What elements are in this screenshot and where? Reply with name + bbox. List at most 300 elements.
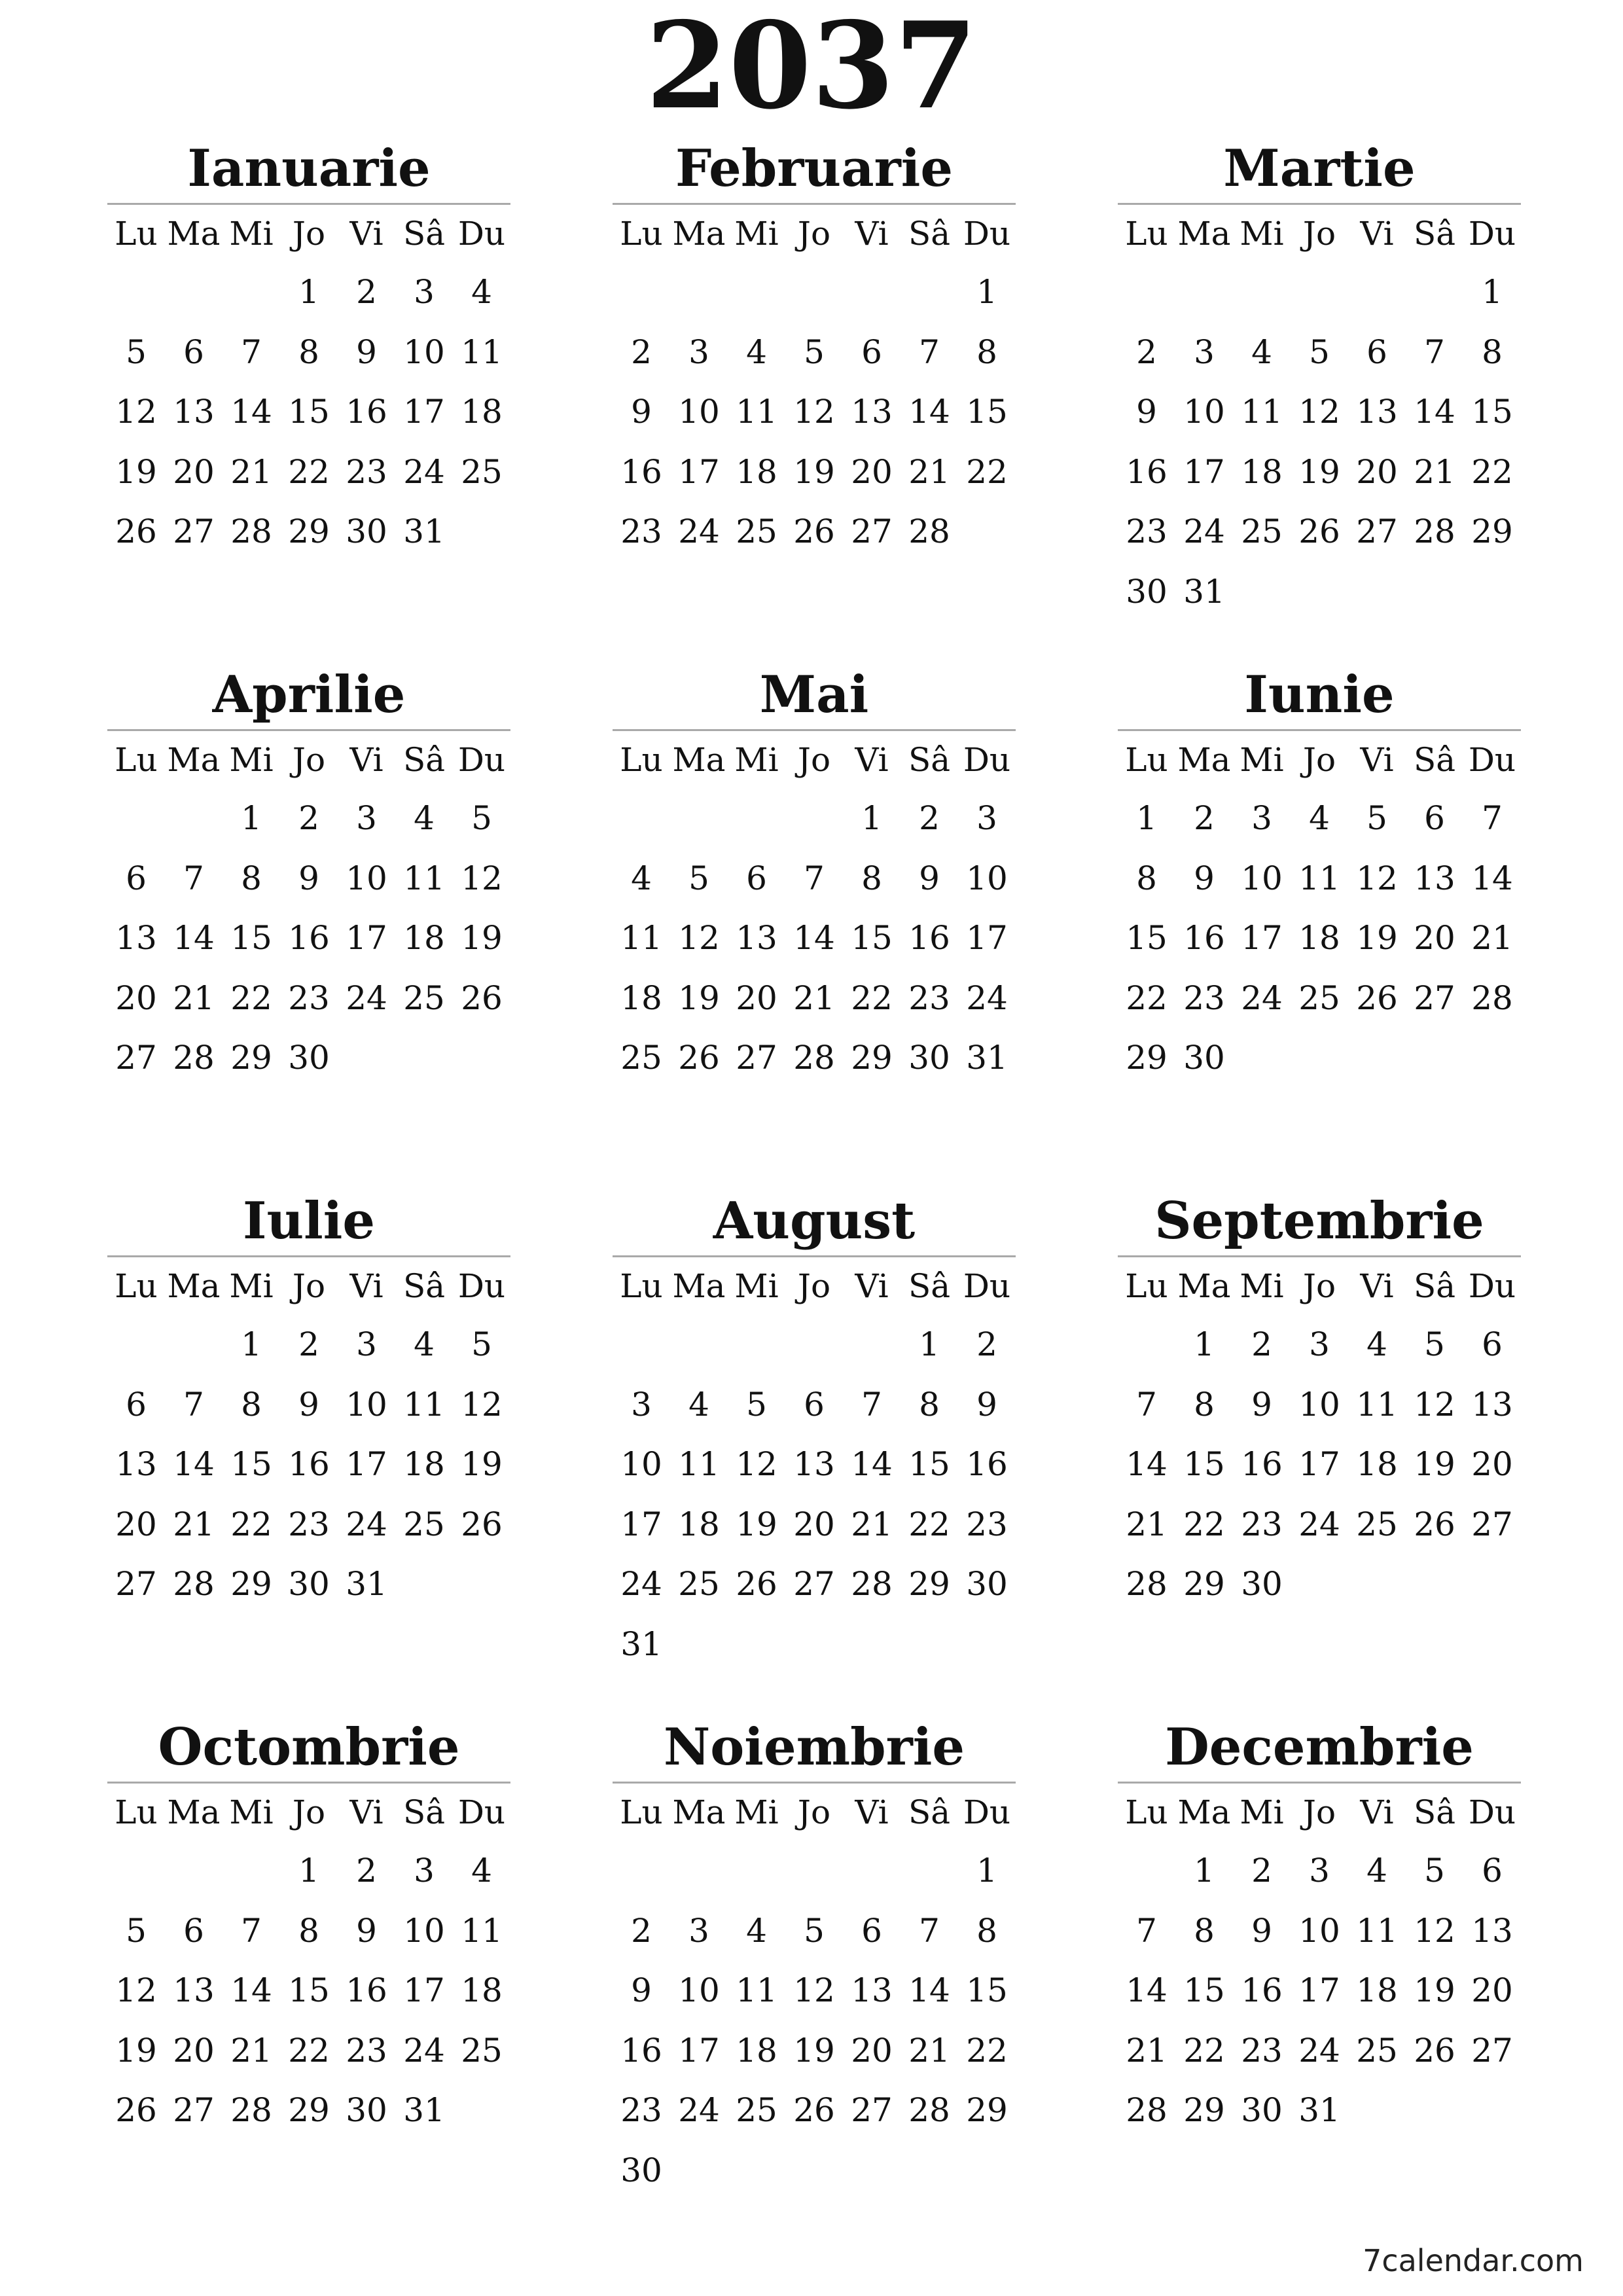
day-cell: 30: [1126, 572, 1168, 611]
day-cell: 31: [1183, 572, 1225, 611]
day-cell: 8: [1194, 1911, 1215, 1950]
day-cell: 28: [173, 1039, 215, 1077]
weekday-header: Vi: [855, 1267, 889, 1305]
day-cell: 17: [1241, 919, 1283, 957]
day-cell: 11: [1298, 859, 1340, 897]
weekday-header: Vi: [855, 741, 889, 779]
day-cell: 25: [403, 978, 445, 1017]
day-cell: 21: [230, 2031, 272, 2070]
day-cell: 31: [620, 1624, 662, 1663]
day-cell: 27: [115, 1565, 157, 1603]
day-cell: 21: [793, 978, 835, 1017]
day-cell: 16: [1183, 919, 1225, 957]
month-name: Decembrie: [1165, 1717, 1474, 1777]
day-cell: 20: [115, 1505, 157, 1543]
day-cell: 26: [115, 2091, 157, 2129]
day-cell: 25: [461, 2031, 503, 2070]
weekday-header: Lu: [115, 741, 158, 779]
day-cell: 9: [976, 1385, 997, 1424]
day-cell: 21: [173, 978, 215, 1017]
day-cell: 5: [688, 859, 709, 897]
day-cell: 22: [966, 452, 1008, 491]
day-cell: 15: [1126, 919, 1168, 957]
day-cell: 20: [851, 452, 893, 491]
day-cell: 22: [230, 978, 272, 1017]
day-cell: 22: [230, 1505, 272, 1543]
day-cell: 22: [288, 452, 330, 491]
weekday-header: Lu: [1125, 741, 1168, 779]
day-cell: 25: [1298, 978, 1340, 1017]
weekday-header: Sâ: [908, 1267, 951, 1305]
month-block: [107, 664, 510, 1088]
day-cell: 19: [115, 2031, 157, 2070]
weekday-header: Lu: [620, 1267, 663, 1305]
weekday-header: Jo: [1302, 741, 1336, 779]
weekday-header: Jo: [797, 215, 831, 253]
day-cell: 27: [851, 512, 893, 550]
day-cell: 22: [1471, 452, 1513, 491]
month-name: Septembrie: [1154, 1191, 1484, 1251]
day-cell: 13: [1356, 393, 1398, 431]
month-block: [1118, 137, 1521, 622]
day-cell: 8: [976, 1911, 997, 1950]
weekday-header: Sâ: [1413, 1267, 1456, 1305]
day-cell: 9: [298, 1385, 319, 1424]
weekday-header: Lu: [115, 1793, 158, 1831]
day-cell: 17: [966, 919, 1008, 957]
day-cell: 12: [1414, 1911, 1455, 1950]
day-cell: 2: [298, 1325, 319, 1363]
day-cell: 21: [230, 452, 272, 491]
weekday-header: Mi: [229, 1793, 274, 1831]
day-cell: 7: [241, 332, 262, 371]
weekday-header: Ma: [672, 741, 726, 779]
month-block: [1118, 664, 1521, 1088]
day-cell: 6: [861, 332, 882, 371]
day-cell: 30: [1241, 2091, 1283, 2129]
day-cell: 2: [1136, 332, 1157, 371]
day-cell: 1: [298, 1852, 319, 1890]
day-cell: 10: [678, 393, 720, 431]
day-cell: 15: [1471, 393, 1513, 431]
weekday-header: Sâ: [402, 215, 446, 253]
weekday-header: Du: [1468, 1793, 1516, 1831]
day-cell: 7: [919, 332, 940, 371]
day-cell: 9: [1251, 1385, 1272, 1424]
day-cell: 26: [793, 2091, 835, 2129]
weekday-header: Du: [963, 741, 1011, 779]
day-cell: 4: [746, 1911, 767, 1950]
day-cell: 13: [115, 919, 157, 957]
day-cell: 10: [620, 1445, 662, 1483]
day-cell: 17: [403, 1971, 445, 2009]
empty-cell: [728, 262, 785, 323]
empty-cell: [785, 262, 843, 323]
day-cell: 25: [1241, 512, 1283, 550]
year-title: 2037: [645, 0, 978, 135]
day-cell: 1: [976, 273, 997, 311]
empty-cell: [785, 1841, 843, 1901]
month-block: [107, 137, 510, 562]
day-cell: 31: [403, 512, 445, 550]
day-cell: 17: [346, 1445, 387, 1483]
day-cell: 29: [288, 512, 330, 550]
day-cell: 20: [851, 2031, 893, 2070]
day-cell: 24: [1298, 2031, 1340, 2070]
day-cell: 9: [1136, 393, 1157, 431]
day-cell: 5: [471, 1325, 492, 1363]
day-cell: 25: [678, 1565, 720, 1603]
day-cell: 29: [288, 2091, 330, 2129]
day-cell: 12: [115, 1971, 157, 2009]
day-cell: 31: [346, 1565, 387, 1603]
day-cell: 27: [173, 512, 215, 550]
day-cell: 19: [678, 978, 720, 1017]
day-cell: 9: [631, 1971, 652, 2009]
day-cell: 17: [1298, 1971, 1340, 2009]
weekday-header: Ma: [167, 1267, 221, 1305]
day-cell: 29: [851, 1039, 893, 1077]
day-cell: 22: [288, 2031, 330, 2070]
day-cell: 3: [1194, 332, 1215, 371]
day-cell: 19: [115, 452, 157, 491]
day-cell: 3: [688, 332, 709, 371]
day-grid: [613, 731, 1016, 1088]
day-cell: 25: [461, 452, 503, 491]
day-cell: 23: [288, 1505, 330, 1543]
day-cell: 6: [1366, 332, 1387, 371]
day-cell: 22: [966, 2031, 1008, 2070]
day-cell: 4: [1251, 332, 1272, 371]
day-cell: 1: [1136, 799, 1157, 837]
weekday-header: Sâ: [1413, 1793, 1456, 1831]
day-cell: 20: [173, 452, 215, 491]
empty-cell: [785, 789, 843, 849]
day-cell: 10: [678, 1971, 720, 2009]
month-name: Iunie: [1244, 665, 1395, 725]
day-cell: 28: [1471, 978, 1513, 1017]
empty-cell: [165, 262, 223, 323]
day-cell: 9: [1194, 859, 1215, 897]
day-cell: 11: [736, 1971, 777, 2009]
day-cell: 21: [1414, 452, 1455, 491]
day-cell: 5: [126, 1911, 147, 1950]
day-cell: 26: [736, 1565, 777, 1603]
day-cell: 6: [183, 1911, 204, 1950]
day-cell: 23: [1126, 512, 1168, 550]
day-cell: 21: [908, 2031, 950, 2070]
day-cell: 13: [851, 393, 893, 431]
day-cell: 11: [1241, 393, 1283, 431]
day-cell: 20: [1356, 452, 1398, 491]
day-cell: 24: [403, 2031, 445, 2070]
day-cell: 2: [298, 799, 319, 837]
day-cell: 3: [1309, 1325, 1330, 1363]
day-cell: 16: [908, 919, 950, 957]
day-cell: 8: [919, 1385, 940, 1424]
day-cell: 19: [1414, 1445, 1455, 1483]
day-cell: 14: [1126, 1971, 1168, 2009]
day-cell: 3: [976, 799, 997, 837]
day-cell: 20: [1471, 1971, 1513, 2009]
empty-cell: [613, 789, 670, 849]
day-cell: 10: [1298, 1385, 1340, 1424]
day-cell: 15: [908, 1445, 950, 1483]
day-cell: 6: [746, 859, 767, 897]
day-grid: [107, 1257, 510, 1615]
day-cell: 12: [678, 919, 720, 957]
day-cell: 12: [736, 1445, 777, 1483]
day-cell: 7: [861, 1385, 882, 1424]
day-cell: 24: [966, 978, 1008, 1017]
month-name: Octombrie: [158, 1717, 460, 1777]
empty-cell: [613, 1841, 670, 1901]
day-cell: 20: [173, 2031, 215, 2070]
weekday-header: Vi: [855, 1793, 889, 1831]
day-cell: 27: [173, 2091, 215, 2129]
weekday-header: Du: [1468, 1267, 1516, 1305]
day-cell: 23: [346, 452, 387, 491]
day-grid: [1118, 1784, 1521, 2141]
weekday-header: Lu: [115, 1267, 158, 1305]
day-cell: 27: [115, 1039, 157, 1077]
empty-cell: [1118, 262, 1175, 323]
weekday-header: Jo: [797, 1267, 831, 1305]
day-cell: 5: [126, 332, 147, 371]
day-cell: 24: [620, 1565, 662, 1603]
empty-cell: [1406, 262, 1463, 323]
day-cell: 23: [620, 2091, 662, 2129]
day-cell: 23: [288, 978, 330, 1017]
day-cell: 23: [1183, 978, 1225, 1017]
weekday-header: Ma: [672, 1793, 726, 1831]
day-cell: 7: [919, 1911, 940, 1950]
day-cell: 7: [241, 1911, 262, 1950]
day-grid: [613, 1784, 1016, 2200]
day-cell: 7: [1136, 1911, 1157, 1950]
day-cell: 17: [346, 919, 387, 957]
day-cell: 12: [793, 1971, 835, 2009]
day-cell: 10: [346, 859, 387, 897]
day-cell: 16: [288, 1445, 330, 1483]
day-cell: 27: [1356, 512, 1398, 550]
day-cell: 8: [976, 332, 997, 371]
empty-cell: [165, 1315, 223, 1375]
day-cell: 22: [851, 978, 893, 1017]
empty-cell: [670, 789, 728, 849]
day-cell: 8: [298, 1911, 319, 1950]
day-cell: 11: [678, 1445, 720, 1483]
day-cell: 23: [620, 512, 662, 550]
day-cell: 15: [1183, 1971, 1225, 2009]
day-cell: 12: [793, 393, 835, 431]
day-cell: 9: [356, 1911, 377, 1950]
day-cell: 2: [919, 799, 940, 837]
day-cell: 1: [241, 1325, 262, 1363]
empty-cell: [901, 262, 958, 323]
day-cell: 14: [908, 1971, 950, 2009]
day-cell: 12: [1414, 1385, 1455, 1424]
day-cell: 28: [908, 2091, 950, 2129]
weekday-header: Vi: [349, 741, 383, 779]
day-cell: 24: [678, 2091, 720, 2129]
day-cell: 17: [1183, 452, 1225, 491]
weekday-header: Sâ: [908, 741, 951, 779]
day-cell: 21: [1471, 919, 1513, 957]
day-cell: 18: [1241, 452, 1283, 491]
day-cell: 4: [1366, 1852, 1387, 1890]
day-cell: 1: [1194, 1325, 1215, 1363]
weekday-header: Ma: [1177, 1793, 1231, 1831]
day-cell: 28: [908, 512, 950, 550]
day-cell: 11: [461, 332, 503, 371]
day-cell: 12: [1298, 393, 1340, 431]
day-cell: 6: [804, 1385, 825, 1424]
day-cell: 1: [861, 799, 882, 837]
weekday-header: Sâ: [402, 1793, 446, 1831]
day-cell: 15: [288, 1971, 330, 2009]
day-cell: 18: [1356, 1445, 1398, 1483]
day-cell: 21: [1126, 1505, 1168, 1543]
day-cell: 17: [1298, 1445, 1340, 1483]
day-cell: 3: [1251, 799, 1272, 837]
empty-cell: [107, 262, 165, 323]
weekday-header: Lu: [620, 1793, 663, 1831]
day-cell: 10: [403, 332, 445, 371]
month-block: [613, 664, 1016, 1088]
day-cell: 11: [461, 1911, 503, 1950]
day-cell: 16: [620, 2031, 662, 2070]
weekday-header: Mi: [734, 1793, 779, 1831]
day-cell: 7: [1424, 332, 1445, 371]
day-cell: 13: [1471, 1911, 1513, 1950]
weekday-header: Ma: [167, 741, 221, 779]
weekday-header: Sâ: [402, 1267, 446, 1305]
day-cell: 16: [346, 393, 387, 431]
day-cell: 29: [230, 1565, 272, 1603]
day-cell: 11: [403, 859, 445, 897]
day-cell: 4: [1366, 1325, 1387, 1363]
day-cell: 24: [678, 512, 720, 550]
day-cell: 3: [414, 1852, 435, 1890]
day-cell: 10: [1241, 859, 1283, 897]
day-cell: 18: [678, 1505, 720, 1543]
weekday-header: Jo: [797, 741, 831, 779]
day-cell: 30: [908, 1039, 950, 1077]
weekday-header: Sâ: [1413, 741, 1456, 779]
day-cell: 30: [620, 2151, 662, 2189]
day-cell: 10: [1298, 1911, 1340, 1950]
empty-cell: [1118, 1315, 1175, 1375]
month-name: Mai: [759, 665, 869, 725]
footer-site-label: 7calendar.com: [1363, 2243, 1584, 2278]
day-cell: 6: [126, 1385, 147, 1424]
day-cell: 14: [1414, 393, 1455, 431]
day-cell: 17: [620, 1505, 662, 1543]
day-cell: 4: [471, 273, 492, 311]
day-cell: 22: [1183, 2031, 1225, 2070]
day-cell: 9: [1251, 1911, 1272, 1950]
day-cell: 16: [1241, 1971, 1283, 2009]
day-cell: 9: [356, 332, 377, 371]
day-cell: 26: [1414, 1505, 1455, 1543]
day-cell: 5: [471, 799, 492, 837]
weekday-header: Vi: [1360, 215, 1394, 253]
weekday-header: Lu: [115, 215, 158, 253]
day-cell: 21: [173, 1505, 215, 1543]
day-grid: [613, 1257, 1016, 1674]
day-cell: 1: [976, 1852, 997, 1890]
day-cell: 15: [851, 919, 893, 957]
weekday-header: Lu: [620, 741, 663, 779]
day-grid: [613, 205, 1016, 562]
day-cell: 1: [298, 273, 319, 311]
day-cell: 12: [1356, 859, 1398, 897]
day-cell: 27: [851, 2091, 893, 2129]
day-cell: 16: [288, 919, 330, 957]
weekday-header: Mi: [734, 741, 779, 779]
day-cell: 26: [678, 1039, 720, 1077]
day-cell: 14: [230, 393, 272, 431]
day-cell: 11: [736, 393, 777, 431]
day-cell: 19: [793, 2031, 835, 2070]
weekday-header: Mi: [1240, 1267, 1284, 1305]
day-cell: 8: [298, 332, 319, 371]
weekday-header: Ma: [672, 215, 726, 253]
day-cell: 25: [1356, 1505, 1398, 1543]
day-cell: 13: [173, 1971, 215, 2009]
weekday-header: Mi: [229, 215, 274, 253]
day-cell: 8: [1482, 332, 1503, 371]
day-cell: 9: [631, 393, 652, 431]
day-cell: 16: [620, 452, 662, 491]
day-cell: 4: [414, 799, 435, 837]
day-cell: 16: [966, 1445, 1008, 1483]
day-cell: 28: [851, 1565, 893, 1603]
day-cell: 3: [1309, 1852, 1330, 1890]
day-cell: 19: [736, 1505, 777, 1543]
day-cell: 14: [173, 919, 215, 957]
day-cell: 27: [793, 1565, 835, 1603]
weekday-header: Ma: [672, 1267, 726, 1305]
weekday-header: Mi: [229, 1267, 274, 1305]
day-cell: 29: [908, 1565, 950, 1603]
day-cell: 30: [346, 2091, 387, 2129]
day-cell: 12: [461, 859, 503, 897]
day-cell: 19: [1298, 452, 1340, 491]
weekday-header: Vi: [349, 215, 383, 253]
day-cell: 6: [183, 332, 204, 371]
day-cell: 9: [919, 859, 940, 897]
day-cell: 6: [126, 859, 147, 897]
day-cell: 28: [230, 512, 272, 550]
empty-cell: [843, 262, 901, 323]
day-cell: 23: [1241, 2031, 1283, 2070]
weekday-header: Du: [1468, 215, 1516, 253]
day-cell: 4: [746, 332, 767, 371]
month-name: Iulie: [242, 1191, 376, 1251]
day-cell: 28: [793, 1039, 835, 1077]
day-cell: 6: [861, 1911, 882, 1950]
day-cell: 24: [1298, 1505, 1340, 1543]
day-cell: 11: [1356, 1911, 1398, 1950]
day-cell: 22: [1183, 1505, 1225, 1543]
day-cell: 19: [1414, 1971, 1455, 2009]
day-cell: 21: [851, 1505, 893, 1543]
empty-cell: [1175, 262, 1233, 323]
day-cell: 13: [1471, 1385, 1513, 1424]
weekday-header: Vi: [1360, 1267, 1394, 1305]
